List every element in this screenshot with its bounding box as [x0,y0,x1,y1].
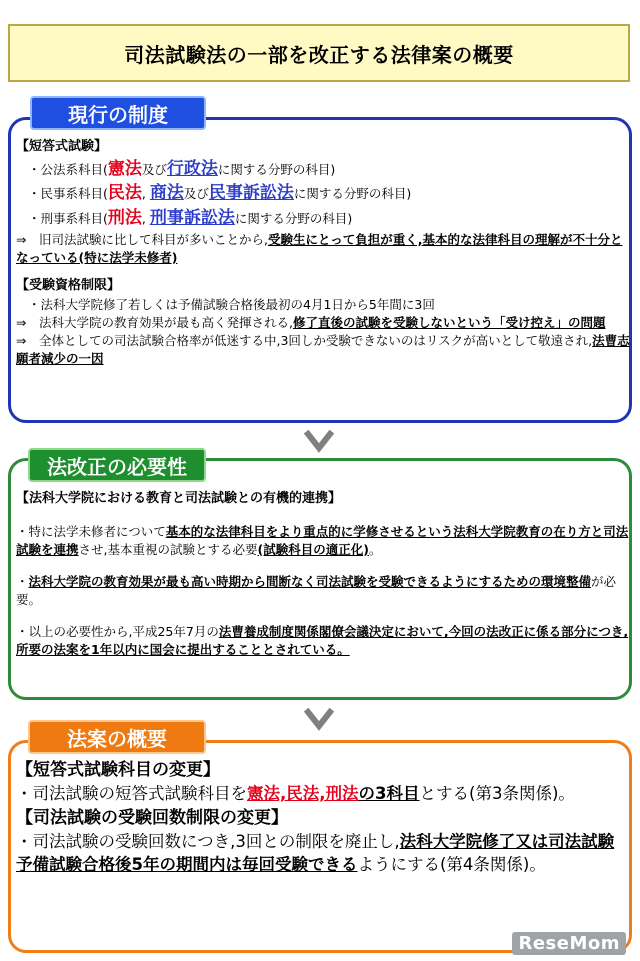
keiho-label: 刑法 [107,208,142,229]
current-system-tab-label: 現行の制度 [68,102,168,127]
text: に関する分野の科目) [234,211,353,227]
bill-summary-tab [28,720,206,754]
necessity-heading: 【法科大学院における教育と司法試験との有機的連携】 [16,491,342,506]
down-arrow-icon [304,706,334,736]
kenpo-label: 憲法 [107,158,142,179]
down-arrow-icon [304,428,334,458]
necessity-point-1 [16,523,630,559]
text: に関する分野の科目) [217,161,336,177]
attempt-limit-heading: 【司法試験の受験回数制限の変更】 [16,807,288,828]
text: ⇒ 全体としての司法試験合格率が低迷する中,3回しか受験できないのはリスクが高いとして敬遠され, [16,333,593,349]
text: させ,基本重視の試験とする必要 [78,541,258,557]
subject-change-heading: 【短答式試験科目の変更】 [16,760,220,780]
text: に関する分野の科目) [293,186,412,202]
text: ⇒ 法科大学院の教育効果が最も高く発揮される, [16,314,293,330]
text: 及び [141,161,167,177]
text: 法曹養成制度関係閣僚会議決定において,今回の法改正に係る部分につき,所要の法案を1年以内に国会に提出することとされている。 [16,624,629,658]
bill-summary-content [16,758,628,877]
text: 基本的な法律科目をより重点的に学修させるという法科大学院教育の在り方と司法試験を連携 [16,523,629,557]
subject-change-text [16,782,628,805]
page-title [8,24,630,82]
page-title-text: 司法試験法の一部を改正する法律案の概要 [124,42,514,67]
shoho-label: 商法 [149,183,184,204]
text: が必要。 [16,574,617,608]
text: 受験生にとって負担が重く,基本的な法律科目の理解が不十分となっている(特に法学未修者) [16,231,623,265]
text: 及び [183,186,209,202]
text: 法科大学院の教育効果が最も高い時期から間断なく司法試験を受験できるようにするための環境整備 [28,574,592,590]
necessity-tab-label: 法改正の必要性 [47,454,187,479]
minpo-label: 民法 [107,183,142,204]
current-system-tab [30,96,206,130]
eligibility-line-3 [16,332,630,368]
public-law-line [16,157,630,182]
text: ⇒ 旧司法試験に比して科目が多いことから, [16,231,268,247]
necessity-point-2 [16,573,630,609]
text: , [141,211,150,227]
necessity-tab [28,448,206,482]
eligibility-line-2 [16,314,630,332]
short-answer-heading: 【短答式試験】 [16,139,108,154]
text: ・公法系科目( [28,161,108,177]
subjects-highlight: 憲法,民法,刑法 [247,784,359,804]
eligibility-line-1: ・法科大学院修了若しくは予備試験合格後最初の4月1日から5年間に3回 [28,296,435,312]
text: ・司法試験の短答式試験科目を [16,784,247,804]
text: ・司法試験の受験回数につき,3回との制限を廃止し, [16,831,400,851]
necessity-content [16,490,630,660]
burden-note [16,231,630,267]
eligibility-heading: 【受験資格制限】 [16,278,121,294]
minji-soshoho-label: 民事訴訟法 [208,183,294,204]
text: 。 [368,541,382,557]
text: ・ [16,574,29,590]
text: ・刑事系科目( [28,211,108,227]
text: とする(第3条関係)。 [419,784,575,804]
attempt-limit-text [16,830,628,877]
current-system-content [16,138,630,368]
gyoseiho-label: 行政法 [166,158,218,179]
text: , [141,186,150,202]
text: ・特に法学未修者について [16,523,166,539]
bill-summary-tab-label: 法案の概要 [67,726,167,751]
text: (試験科目の適正化) [257,541,369,557]
text: 修了直後の試験を受験しないという「受け控え」の問題 [292,314,606,330]
text: 法科大学院修了又は司法試験予備試験合格後5年の期間内は毎回受験できる [16,831,615,875]
text: ・以上の必要性から,平成25年7月の [16,624,219,640]
resemom-logo: ReseMom [512,932,626,955]
text: の3科目 [358,784,420,804]
criminal-law-line [16,206,630,231]
text: ・民事系科目( [28,186,108,202]
keiji-soshoho-label: 刑事訴訟法 [149,208,235,229]
text: 法曹志願者減少の一因 [16,333,630,367]
text: ようにする(第4条関係)。 [357,855,546,875]
civil-law-line [16,181,630,206]
necessity-point-3 [16,623,630,659]
